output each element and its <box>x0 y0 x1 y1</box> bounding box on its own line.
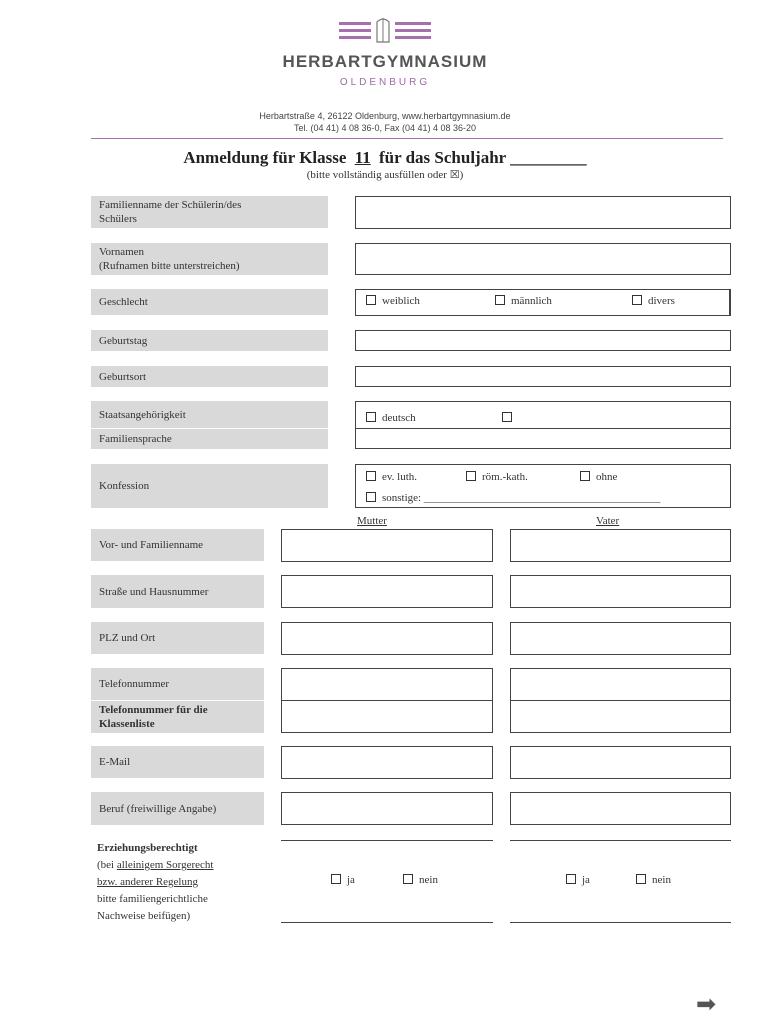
checkbox-deutsch[interactable] <box>366 412 416 424</box>
checkbox-mutter-nein[interactable] <box>403 874 438 886</box>
label-email <box>91 746 264 778</box>
mutter-name-field[interactable] <box>281 529 493 562</box>
checkbox-icon <box>366 471 376 481</box>
mutter-beruf-field[interactable] <box>281 792 493 825</box>
checkbox-andere[interactable] <box>502 412 518 424</box>
label-text: Staatsangehörigkeit <box>99 408 186 421</box>
school-name: HERBARTGYMNASIUM <box>282 52 488 71</box>
checkbox-icon <box>580 471 590 481</box>
title-prefix: Anmeldung für Klasse <box>183 148 347 167</box>
label-text: Geschlecht <box>99 296 148 308</box>
label-text: Familienname der Schülerin/des <box>99 199 242 211</box>
erz-line4: bitte familiengerichtliche <box>97 893 208 905</box>
label-text: Geburtstag <box>99 334 148 347</box>
checkbox-icon <box>466 471 476 481</box>
checkbox-icon <box>566 874 576 884</box>
checkbox-vater-nein[interactable] <box>636 874 671 886</box>
checkbox-weiblich[interactable] <box>366 295 420 307</box>
label-text: Vor- und Familienname <box>99 539 204 551</box>
label-text: PLZ und Ort <box>99 632 156 644</box>
erz-line-bottom-mutter <box>281 922 493 923</box>
checkbox-vater-ja[interactable] <box>566 874 590 886</box>
field-divider <box>355 428 731 429</box>
option-label: röm.-kath. <box>482 471 528 483</box>
column-mutter: Mutter <box>357 515 387 527</box>
checkbox-icon <box>366 295 376 305</box>
label-konfession <box>91 464 328 508</box>
erz-line-bottom-vater <box>510 922 731 923</box>
erz-line2 <box>97 857 214 874</box>
erziehungsberechtigt-label <box>97 840 214 925</box>
label-plz <box>91 622 264 654</box>
checkbox-sonstige[interactable] <box>366 492 660 504</box>
option-label: männlich <box>511 295 552 307</box>
geburtstag-field[interactable] <box>355 330 731 351</box>
label-familienname <box>91 196 328 228</box>
geburtsort-field[interactable] <box>355 366 731 387</box>
checkbox-divers[interactable] <box>632 295 675 307</box>
staats-sprache-field <box>355 401 731 449</box>
label-text: Beruf (freiwillige Angabe) <box>99 802 217 815</box>
label-geburtstag <box>91 330 328 351</box>
erz-line-top-vater <box>510 840 731 841</box>
address-line: Herbartstraße 4, 26122 Oldenburg, www.herbartgymnasium.de <box>259 111 511 121</box>
label-geburtsort <box>91 366 328 387</box>
label-text: Telefonnummer <box>99 678 170 690</box>
vater-plz-field[interactable] <box>510 622 731 655</box>
erz-text: (bei <box>97 859 117 871</box>
label-staatsangehoerigkeit <box>91 401 328 428</box>
label-telefon <box>91 668 264 700</box>
checkbox-icon <box>495 295 505 305</box>
title-suffix: für das Schuljahr _________ <box>379 148 587 167</box>
label-text: Familiensprache <box>99 433 172 445</box>
label-text: Telefonnummer für die <box>99 704 208 716</box>
familienname-field[interactable] <box>355 196 731 229</box>
field-divider <box>281 700 493 701</box>
form-subtitle: (bitte vollständig ausfüllen oder ☒) <box>306 169 464 181</box>
label-strasse <box>91 575 264 608</box>
header-divider <box>91 138 723 139</box>
option-label: deutsch <box>382 412 416 424</box>
klasse-number: 11 <box>354 148 371 167</box>
vater-email-field[interactable] <box>510 746 731 779</box>
label-parent-name <box>91 529 264 561</box>
checkbox-ohne[interactable] <box>580 471 617 483</box>
checkbox-roemkath[interactable] <box>466 471 528 483</box>
option-label: ja <box>582 874 590 886</box>
checkbox-maennlich[interactable] <box>495 295 552 307</box>
label-geschlecht <box>91 289 328 315</box>
label-vornamen <box>91 243 328 275</box>
checkbox-icon <box>366 492 376 502</box>
erz-title: Erziehungsberechtigt <box>97 842 198 854</box>
label-familiensprache <box>91 429 328 449</box>
erz-line-top-mutter <box>281 840 493 841</box>
label-text: (Rufnamen bitte unterstreichen) <box>99 260 240 272</box>
label-text: Vornamen <box>99 246 145 258</box>
option-label: divers <box>648 295 675 307</box>
option-label: ja <box>347 874 355 886</box>
school-city: OLDENBURG <box>339 77 431 88</box>
label-telefon-klassenliste <box>91 701 264 733</box>
arrow-right-icon[interactable]: ➡ <box>696 990 717 1018</box>
option-label: sonstige: ___________________________________________ <box>382 492 661 504</box>
checkbox-mutter-ja[interactable] <box>331 874 355 886</box>
label-beruf <box>91 792 264 825</box>
label-text: Klassenliste <box>99 718 155 730</box>
option-label: ev. luth. <box>382 471 418 483</box>
label-text: E-Mail <box>99 756 131 768</box>
checkbox-icon <box>636 874 646 884</box>
vater-beruf-field[interactable] <box>510 792 731 825</box>
label-text: Straße und Hausnummer <box>99 585 209 598</box>
vater-strasse-field[interactable] <box>510 575 731 608</box>
field-divider <box>510 700 731 701</box>
mutter-email-field[interactable] <box>281 746 493 779</box>
mutter-plz-field[interactable] <box>281 622 493 655</box>
checkbox-icon <box>366 412 376 422</box>
checkbox-icon <box>502 412 512 422</box>
label-text: Schülers <box>99 213 137 225</box>
checkbox-icon <box>331 874 341 884</box>
label-text: Geburtsort <box>99 370 147 383</box>
checkbox-icon <box>632 295 642 305</box>
mutter-strasse-field[interactable] <box>281 575 493 608</box>
column-vater: Vater <box>596 515 620 527</box>
option-label: nein <box>419 874 438 886</box>
form-title <box>0 148 770 168</box>
erz-line5: Nachweise beifügen) <box>97 910 191 922</box>
school-logo <box>335 14 435 46</box>
erz-line3: bzw. anderer Regelung <box>97 876 198 888</box>
phone-line: Tel. (04 41) 4 08 36-0, Fax (04 41) 4 08 36-20 <box>293 123 477 133</box>
option-label: weiblich <box>382 295 420 307</box>
vater-name-field[interactable] <box>510 529 731 562</box>
checkbox-evluth[interactable] <box>366 471 417 483</box>
vornamen-field[interactable] <box>355 243 731 275</box>
option-label: nein <box>652 874 671 886</box>
erz-text: alleinigem Sorgerecht <box>116 859 214 871</box>
option-label: ohne <box>596 471 618 483</box>
checkbox-icon <box>403 874 413 884</box>
label-text: Konfession <box>99 480 150 492</box>
